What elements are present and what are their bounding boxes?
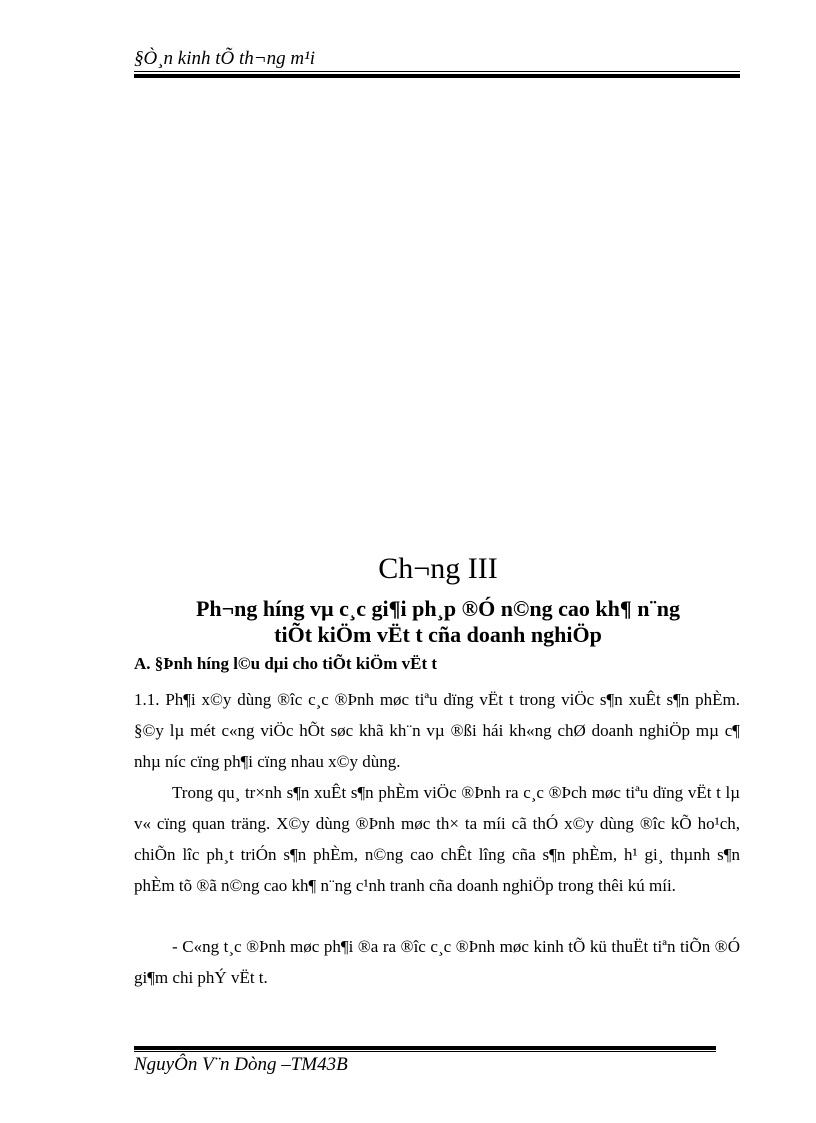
footer-author: NguyÔn V¨n Dòng –TM43B [134, 1054, 348, 1075]
paragraph-1: 1.1. Ph¶i x©y dùng ®îc c¸c ®Þnh møc tiªu dïng vËt t trong viÖc s¶n xuÊt s¶n phÈm. §©y lµ mét c«ng viÖc hÕt søc khã kh¨n vµ ®ßi hái kh«ng chØ doanh nghiÖp mµ c¶ nhµ níc cïng ph¶i cïng nhau x©y dùng. [134, 690, 740, 771]
footer-rule-thin [134, 1051, 716, 1052]
section-heading: A. §Þnh híng l©u dµi cho tiÕt kiÖm vËt t [134, 654, 438, 673]
page-header-title: §Ò¸n kinh tÕ th¬ng m¹i [134, 48, 316, 69]
paragraph-3: - C«ng t¸c ®Þnh møc ph¶i ®a ra ®îc c¸c ®Þnh møc kinh tÕ kü thuËt tiªn tiÕn ®Ó gi¶m chi phÝ vËt t. [134, 937, 740, 987]
footer-rule-thick [134, 1046, 716, 1050]
chapter-subtitle-line1: Ph¬ng híng vµ c¸c gi¶i ph¸p ®Ó n©ng cao kh¶ n¨ng [195, 596, 681, 621]
paragraph-2: Trong qu¸ tr×nh s¶n xuÊt s¶n phÈm viÖc ®Þnh ra c¸c ®Þch møc tiªu dïng vËt t lµ v« cïng quan träng. X©y dùng ®Þnh møc th× ta míi cã thÓ x©y dùng ®îc kÕ ho¹ch, chiÕn lîc ph¸t triÓn s¶n phÈm, n©ng cao chÊt lîng cña s¶n phÈm, h¹ gi¸ thµnh s¶n phÈm tõ ®ã n©ng cao kh¶ n¨ng c¹nh tranh cña doanh nghiÖp trong thêi kú míi. [134, 783, 740, 895]
header-rule-thick [134, 74, 740, 78]
chapter-title: Ch¬ng III [378, 552, 498, 585]
header-rule-thin [134, 71, 740, 72]
chapter-subtitle-line2: tiÕt kiÖm vËt t cña doanh nghiÖp [274, 622, 602, 647]
